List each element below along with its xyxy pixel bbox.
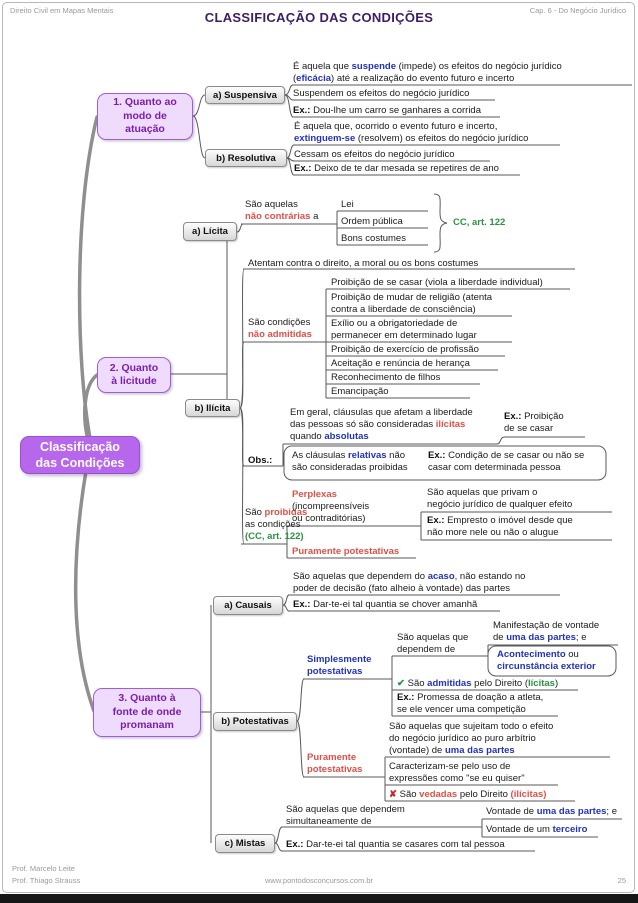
root-node: Classificação das Condições	[20, 436, 140, 474]
node-ilicita: b) Ilícita	[185, 399, 240, 417]
mistas-dep-item-1: Vontade de uma das partes; e	[486, 806, 617, 817]
footer-url: www.pontodosconcursos.com.br	[265, 876, 373, 885]
perplexas-example: Ex.: Empresto o imóvel desde que não more nele ou não o alugue	[427, 515, 573, 538]
puramente-potestativas-label: Puramente potestativas	[307, 752, 363, 775]
proibidas-label: São proibidas as condições (CC, art. 122)	[245, 507, 308, 542]
resolutiva-example: Ex.: Deixo de te dar mesada se repetires de ano	[294, 163, 499, 174]
page-title: CLASSIFICAÇÃO DAS CONDIÇÕES	[204, 10, 434, 25]
ilicita-item-5: Aceitação e renúncia de herança	[331, 358, 470, 369]
header-right: Cap. 6 - Do Negócio Jurídico	[529, 6, 626, 15]
perplexas-label: Perplexas (incompreensíveis ou contraditórias)	[292, 489, 370, 524]
simplesmente-example: Ex.: Promessa de doação a atleta, se ele vencer uma competição	[397, 692, 544, 715]
suspensiva-effect: Suspendem os efeitos do negócio jurídico	[293, 88, 470, 99]
simplesmente-dependem-label: São aquelas que dependem de	[397, 632, 469, 655]
node-resolutiva: b) Resolutiva	[205, 149, 287, 167]
ilicita-item-3: Exílio ou a obrigatoriedade de permanecer em determinado lugar	[331, 318, 477, 341]
ilicita-item-4: Proibição de exercício de profissão	[331, 344, 479, 355]
branch-licitude: 2. Quanto à licitude	[97, 357, 171, 393]
puramente-caracteristica: Caracterizam-se pelo uso de expressões como "se eu quiser"	[389, 761, 525, 784]
puramente-definition: São aquelas que sujeitam todo o efeito do negócio jurídico ao puro arbítrio (vontade) de uma das partes	[389, 721, 554, 756]
simplesmente-potestativas-label: Simplesmente potestativas	[307, 654, 372, 677]
licita-intro: São aquelas não contrárias a	[245, 199, 319, 222]
obs-relativas-note: As cláusulas relativas não são consideradas proibidas	[292, 450, 408, 473]
simplesmente-dep-item-2: Acontecimento ou circunstância exterior	[497, 649, 596, 672]
causais-example: Ex.: Dar-te-ei tal quantia se chover amanhã	[293, 599, 478, 610]
ilicita-item-7: Emancipação	[331, 386, 389, 397]
ilicita-item-6: Reconhecimento de filhos	[331, 372, 441, 383]
node-suspensiva: a) Suspensiva	[205, 86, 285, 104]
mistas-dep-item-2: Vontade de um terceiro	[486, 824, 588, 835]
resolutiva-effect: Cessam os efeitos do negócio jurídico	[294, 149, 455, 160]
branch-modo-de-atuacao: 1. Quanto ao modo de atuação	[97, 93, 193, 140]
simplesmente-dep-item-1: Manifestação de vontade de uma das partes; e	[493, 620, 600, 643]
puramente-vedadas: ✘ São vedadas pelo Direito (ilícitas)	[389, 789, 547, 800]
obs-absolutas-example: Ex.: Proibição de se casar	[504, 411, 564, 434]
ilicita-intro: Atentam contra o direito, a moral ou os bons costumes	[248, 258, 479, 269]
resolutiva-definition: É aquela que, ocorrido o evento futuro e incerto, extinguem-se (resolvem) os efeitos do negócio jurídico	[294, 121, 529, 144]
perplexas-definition: São aquelas que privam o negócio jurídico de qualquer efeito	[427, 487, 573, 510]
branch-fonte: 3. Quanto à fonte de onde promanam	[93, 688, 201, 737]
node-mistas: c) Mistas	[215, 834, 275, 853]
suspensiva-definition: É aquela que suspende (impede) os efeitos do negócio jurídico (eficácia) até a realização do evento futuro e incerto	[293, 61, 562, 84]
obs-relativas-example: Ex.: Condição de se casar ou não se casar com determinada pessoa	[428, 450, 585, 473]
licita-item-ordem-publica: Ordem pública	[341, 216, 403, 227]
licita-item-lei: Lei	[341, 199, 354, 210]
obs-absolutas-note: Em geral, cláusulas que afetam a liberdade das pessoas só são consideradas ilícitas quando absolutas	[290, 407, 473, 442]
obs-label: Obs.:	[248, 455, 273, 466]
node-licita: a) Lícita	[183, 222, 237, 241]
ilicita-item-1: Proibição de se casar (viola a liberdade individual)	[331, 277, 543, 288]
ilicita-nao-admitidas-label: São condições não admitidas	[248, 317, 312, 340]
suspensiva-example: Ex.: Dou-lhe um carro se ganhares a corrida	[293, 105, 481, 116]
footer-author-2: Prof. Thiago Strauss	[12, 876, 81, 885]
licita-cc-art-122: CC, art. 122	[453, 217, 506, 228]
page-number: 25	[617, 876, 626, 885]
node-causais: a) Causais	[213, 596, 283, 615]
mistas-example: Ex.: Dar-te-ei tal quantia se casares com tal pessoa	[286, 839, 505, 850]
causais-definition: São aquelas que dependem do acaso, não estando no poder de decisão (fato alheio à vontade) das partes	[293, 571, 526, 594]
bottom-bar	[0, 894, 638, 903]
simplesmente-admitidas: ✔ São admitidas pelo Direito (lícitas)	[397, 678, 559, 689]
header-left: Direito Civil em Mapas Mentais	[10, 6, 114, 15]
footer-author-1: Prof. Marcelo Leite	[12, 864, 75, 873]
mistas-dependem-label: São aquelas que dependem simultaneamente de	[286, 804, 405, 827]
puramente-potestativas-proibidas: Puramente potestativas	[292, 546, 400, 557]
node-potestativas: b) Potestativas	[213, 712, 297, 731]
ilicita-item-2: Proibição de mudar de religião (atenta contra a liberdade de consciência)	[331, 292, 493, 315]
licita-item-bons-costumes: Bons costumes	[341, 233, 406, 244]
